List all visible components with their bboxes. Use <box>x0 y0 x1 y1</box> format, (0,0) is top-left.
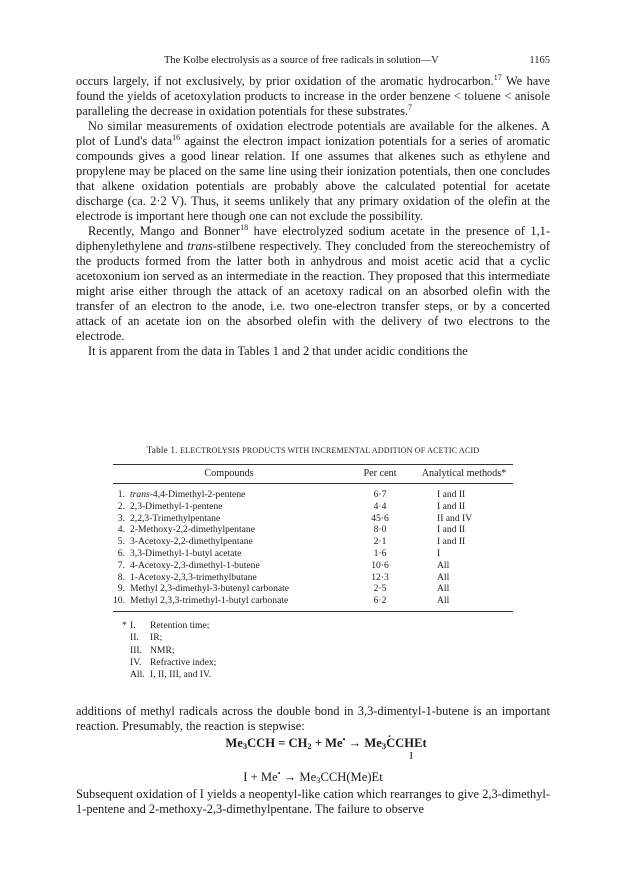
reference-16: 16 <box>172 133 181 142</box>
column-header-methods: Analytical methods* <box>421 468 507 479</box>
table-row: 9. Methyl 2,3-dimethyl-3-butenyl carbonate 2·5 All <box>117 583 450 595</box>
running-head-title: The Kolbe electrolysis as a source of free radicals in solution—V <box>164 55 439 66</box>
table-header-row <box>113 465 513 484</box>
equation-2: $I + Me^• \to Me_3CCH(Me)Et$ <box>243 769 383 785</box>
table-row: 8. 1-Acetoxy-2,3,3-trimethylbutane 12·3 All <box>117 571 450 583</box>
paragraph-acidic-conditions: It is apparent from the data in Tables 1 and 2 that under acidic conditions the <box>88 344 468 358</box>
paragraph-methyl-addition: additions of methyl radicals across the double bond in 3,3-dimentyl-1-butene is an important reaction. Presumably, the reaction is stepwise: <box>76 704 550 733</box>
footnote-row: III. NMR; <box>130 644 175 656</box>
reference-7: 7 <box>408 103 413 112</box>
table-row: 2. 2,3-Dimethyl-1-pentene 4·4 I and II <box>117 500 466 512</box>
footnote-row: IV. Refractive index; <box>130 656 217 668</box>
body-text-lower <box>76 704 550 817</box>
table-row: 5. 3-Acetoxy-2,2-dimethylpentane 2·1 I and II <box>117 536 466 548</box>
table-row: 7. 4-Acetoxy-2,3-dimethyl-1-butene 10·6 All <box>117 559 450 571</box>
table-caption <box>76 444 550 457</box>
page-number: 1165 <box>529 55 550 66</box>
paragraph-aromatic-oxidation: occurs largely, if not exclusively, by prior oxidation of the aromatic hydrocarbon.$^{17}$ We have found the yields of acetoxylation products to increase in the order benzene < toluene < anisole paralleling the decrease in oxidation potentials for these substrates.$^7$ <box>76 73 550 118</box>
paragraph-subsequent-oxidation: Subsequent oxidation of I yields a neopentyl-like cation which rearranges to give 2,3-dimethyl-1-pentene and 2-methoxy-2,3-dimethylpentane. The failure to observe <box>76 787 550 816</box>
table-row: 10. Methyl 2,3,3-trimethyl-1-butyl carbonate 6·2 All <box>113 595 513 611</box>
table-row: 6. 3,3-Dimethyl-1-butyl acetate 1·6 I <box>117 547 441 559</box>
column-header-percent: Per cent <box>363 468 397 479</box>
table-caption-label: Table 1. <box>146 445 178 455</box>
table-caption-title: ELECTROLYSIS PRODUCTS WITH INCREMENTAL ADDITION OF ACETIC ACID <box>180 446 480 455</box>
table-1 <box>76 444 550 681</box>
table-footnotes <box>122 620 550 681</box>
footnote-row: All. I, II, III, and IV. <box>130 669 212 681</box>
footnote-row: II. IR; <box>130 632 163 644</box>
paragraph-mango-bonner: Recently, Mango and Bonner$^{18}$ have electrolyzed sodium acetate in the presence of 1,1-diphenylethylene and trans-stilbene respectively. They concluded from the stereochemistry of the products formed from the latter both in anhydrous and moist acetic acid that a cyclic acetoxonium ion served as an intermediate in the reaction. They proposed that this intermediate might arise either through the attack of an acetoxy radical on an absorbed olefin with the transfer of an electron to the anode, i.e. two one-electron transfer steps, or by a concerted attack of an acetate ion on the absorbed olefin with the delivery of two electrons to the electrode. <box>76 223 550 343</box>
column-header-compounds: Compounds <box>204 468 254 479</box>
reference-17: 17 <box>493 73 502 82</box>
table-row: 1. trans-4,4-Dimethyl-2-pentene 6·7 I and II <box>117 489 466 500</box>
table-row: 3. 2,2,3-Trimethylpentane 45·6 II and IV <box>117 512 473 524</box>
paragraph-alkene-potentials: No similar measurements of oxidation electrode potentials are available for the alkenes. A plot of Lund's data$^{16}$ against the electron impact ionization potentials for a series of aromatic compounds gives a good linear relation. If one assumes that alkenes such as ethylene and propylene may be placed on the same line using their ionization potentials, then one concludes that alkene oxidation potentials are probably above the calculated potential for acetate discharge (ca. 2·2 V). Thus, it seems unlikely that any primary oxidation of the olefin at the electrode is important here though one can not exclude the possibility. <box>76 119 550 223</box>
table-row: 4. 2-Methoxy-2,2-dimethylpentane 8·0 I and II <box>117 524 466 536</box>
body-text-upper <box>76 74 550 359</box>
equation-1-label: I <box>409 750 413 762</box>
electrolysis-products-table <box>113 464 513 612</box>
equation-1: $Me_3CCH = CH_2 + Me^• \to Me_3C$ .CHEt <box>76 736 550 750</box>
footnote-row: * I. Retention time; <box>122 619 210 631</box>
reference-18: 18 <box>240 223 249 232</box>
